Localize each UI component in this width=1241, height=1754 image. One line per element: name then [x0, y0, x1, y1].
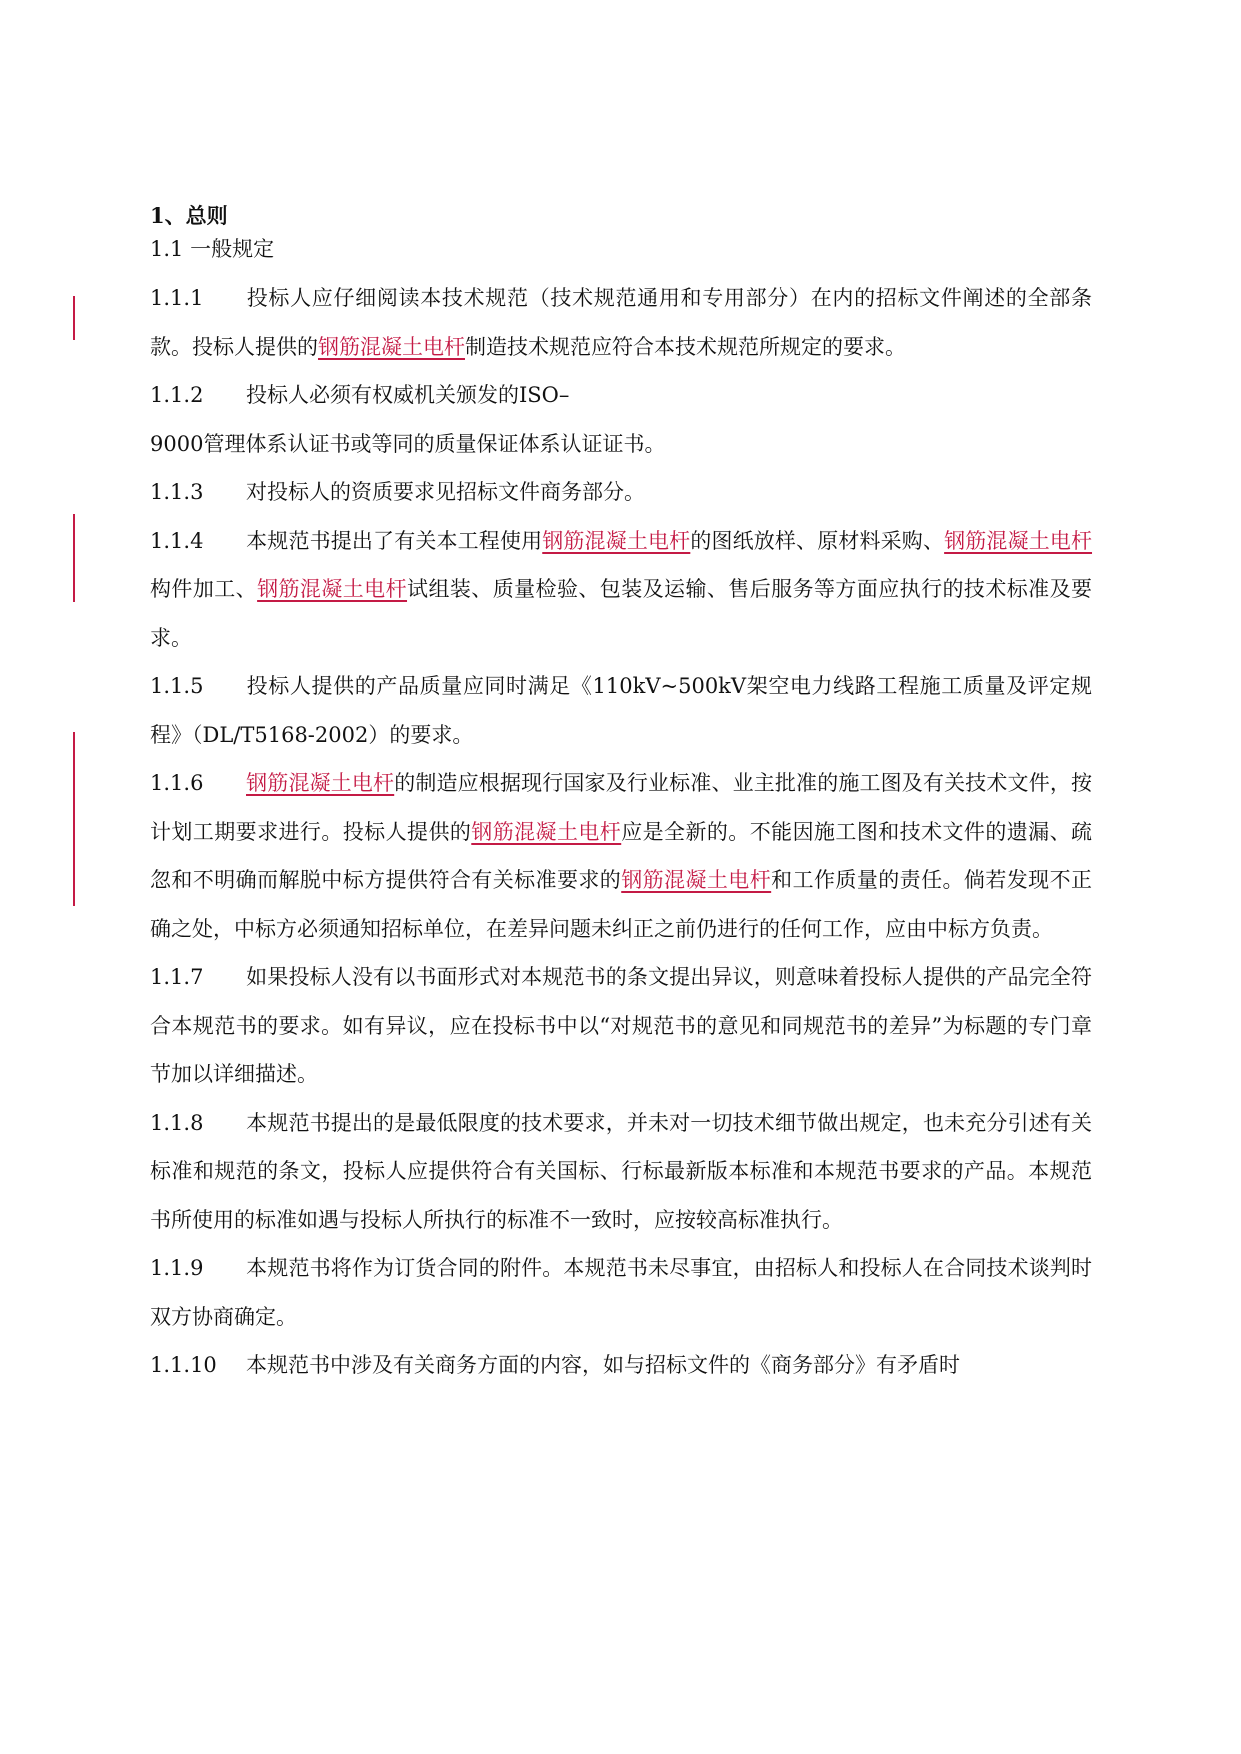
- revised-term: 钢筋混凝土电杆: [944, 528, 1093, 553]
- clause-text: 制造技术规范应符合本技术规范所规定的要求。: [465, 334, 906, 359]
- clause-number: 1.1.6: [150, 771, 204, 795]
- clause-paragraph: [150, 1244, 1092, 1341]
- clause-number: 1.1.1: [150, 286, 204, 310]
- clause-text: 本规范书提出了有关本工程使用: [246, 528, 543, 553]
- clause-text: 本规范书将作为订货合同的附件。本规范书未尽事宜，由招标人和投标人在合同技术谈判时双方协商确定。: [150, 1256, 1092, 1329]
- clause-paragraph: [150, 1341, 1092, 1390]
- clause-number: 1.1.7: [150, 965, 204, 989]
- clause-number: 1.1.8: [150, 1110, 204, 1135]
- clause-text: 本规范书中涉及有关商务方面的内容，如与招标文件的《商务部分》有矛盾时: [246, 1353, 960, 1377]
- revised-term: 钢筋混凝土电杆: [257, 577, 408, 601]
- clause-text: 投标人应仔细阅读本技术规范（技术规范通用和专用部分）在内的招标文件阐述的全部条款。投标人提供的: [150, 286, 1092, 359]
- revision-bar: [73, 514, 75, 602]
- clause-number: 1.1.4: [150, 528, 204, 553]
- clause-text: 构件加工、: [150, 577, 258, 601]
- section-heading: 1、总则: [150, 203, 228, 228]
- revision-bar: [73, 296, 75, 340]
- clause-text: 投标人必须有权威机关颁发的ISO–: [246, 383, 570, 407]
- revised-term: 钢筋混凝土电杆: [318, 334, 465, 359]
- revised-term: 钢筋混凝土电杆: [471, 819, 622, 844]
- revised-term: 钢筋混凝土电杆: [542, 528, 691, 553]
- clause-text: 本规范书提出的是最低限度的技术要求，并未对一切技术细节做出规定，也未充分引述有关标准和规范的条文，投标人应提供符合有关国标、行标最新版本标准和本规范书要求的产品。本规范书所使用的标准如遇与投标人所执行的标准不一致时，应按较高标准执行。: [150, 1110, 1092, 1232]
- clause-paragraph: [150, 1099, 1092, 1245]
- clause-text: 对投标人的资质要求见招标文件商务部分。: [246, 480, 645, 504]
- clause-text: 的图纸放样、原材料采购、: [690, 528, 945, 553]
- clause-paragraph: [150, 662, 1092, 759]
- clause-text: 和工作质量的责任。倘若发现不正确之处，中标方必须通知招标单位，在差异问题未纠正之前仍进行的任何工作，应由中标方负责。: [150, 868, 1093, 941]
- clause-paragraph: [150, 759, 1092, 953]
- clause-number: 1.1.9: [150, 1256, 204, 1280]
- clause-paragraph: [150, 468, 1092, 517]
- clause-text: 的制造应根据现行国家及行业标准、业主批准的施工图及有关技术文件，按计划工期要求进行。投标人提供的: [150, 771, 1093, 844]
- clause-paragraph: [150, 274, 1092, 371]
- clause-number: 1.1.2: [150, 383, 204, 407]
- clause-text: 投标人提供的产品质量应同时满足《110kV~500kV架空电力线路工程施工质量及评定规程》（DL/T5168-2002）的要求。: [150, 674, 1092, 747]
- clause-paragraph: [150, 371, 1092, 468]
- clause-number: 1.1.5: [150, 674, 204, 698]
- clause-number: 1.1.10: [150, 1353, 217, 1377]
- clause-text: 应是全新的。不能因施工图和技术文件的遗漏、疏忽和不明确而解脱中标方提供符合有关标准要求的: [150, 819, 1093, 892]
- clause-paragraph: [150, 953, 1092, 1099]
- revised-term: 钢筋混凝土电杆: [246, 771, 395, 795]
- clause-text: 9000管理体系认证书或等同的质量保证体系认证证书。: [150, 431, 666, 456]
- revised-term: 钢筋混凝土电杆: [621, 868, 772, 892]
- clause-text: 如果投标人没有以书面形式对本规范书的条文提出异议，则意味着投标人提供的产品完全符合本规范书的要求。如有异议，应在投标书中以“对规范书的意见和同规范书的差异”为标题的专门章节加以详细描述。: [150, 965, 1092, 1086]
- paragraph-list: [150, 274, 1092, 1390]
- clause-paragraph: [150, 517, 1092, 663]
- clause-number: 1.1.3: [150, 480, 204, 504]
- document-body: [150, 200, 1092, 1390]
- revision-bar: [73, 732, 75, 906]
- clause-text: 试组装、质量检验、包装及运输、售后服务等方面应执行的技术标准及要求。: [150, 577, 1093, 650]
- subsection-heading: 1.1 一般规定: [150, 237, 275, 261]
